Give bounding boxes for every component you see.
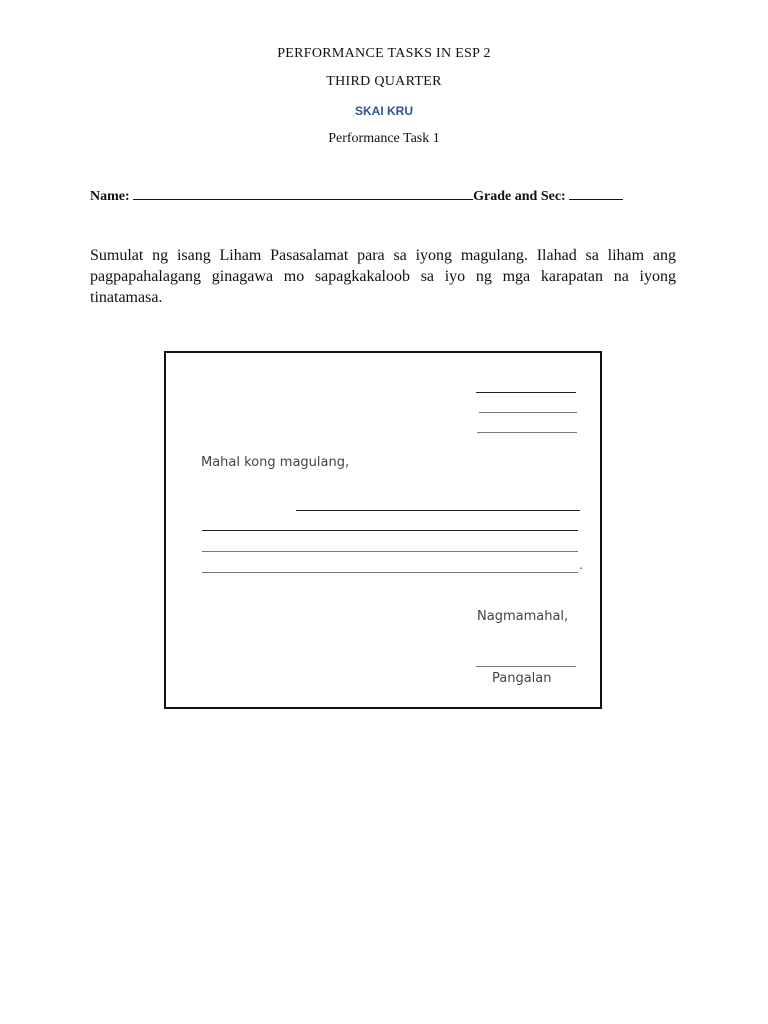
name-grade-row	[90, 187, 623, 205]
name-blank[interactable]	[133, 187, 473, 200]
grade-label: Grade and Sec:	[473, 189, 566, 204]
closing-text: Nagmamahal,	[477, 609, 569, 624]
body-line-4[interactable]	[202, 572, 578, 573]
grade-blank[interactable]	[569, 187, 623, 200]
body-line-1[interactable]	[296, 510, 580, 511]
body-line-2[interactable]	[202, 530, 578, 531]
signature-label: Pangalan	[492, 671, 552, 686]
date-line-3[interactable]	[477, 432, 577, 433]
signature-line[interactable]	[476, 666, 576, 667]
author-label: SKAI KRU	[354, 104, 413, 118]
period-mark: .	[579, 558, 583, 572]
document-title: PERFORMANCE TASKS IN ESP 2	[277, 46, 491, 61]
letter-template-box	[164, 351, 602, 709]
quarter-label: THIRD QUARTER	[326, 74, 442, 89]
date-line-2[interactable]	[479, 412, 577, 413]
body-line-3[interactable]	[202, 551, 578, 552]
date-line-1[interactable]	[476, 392, 576, 393]
task-label: Performance Task 1	[328, 131, 440, 146]
instructions-paragraph: Sumulat ng isang Liham Pasasalamat para sa iyong magulang. Ilahad sa liham ang pagpapahalagang ginagawa mo sapagkakaloob sa iyo ng mga karapatan na iyong tinatamasa.	[90, 247, 676, 306]
salutation-text: Mahal kong magulang,	[201, 455, 350, 470]
name-label: Name:	[90, 189, 130, 204]
